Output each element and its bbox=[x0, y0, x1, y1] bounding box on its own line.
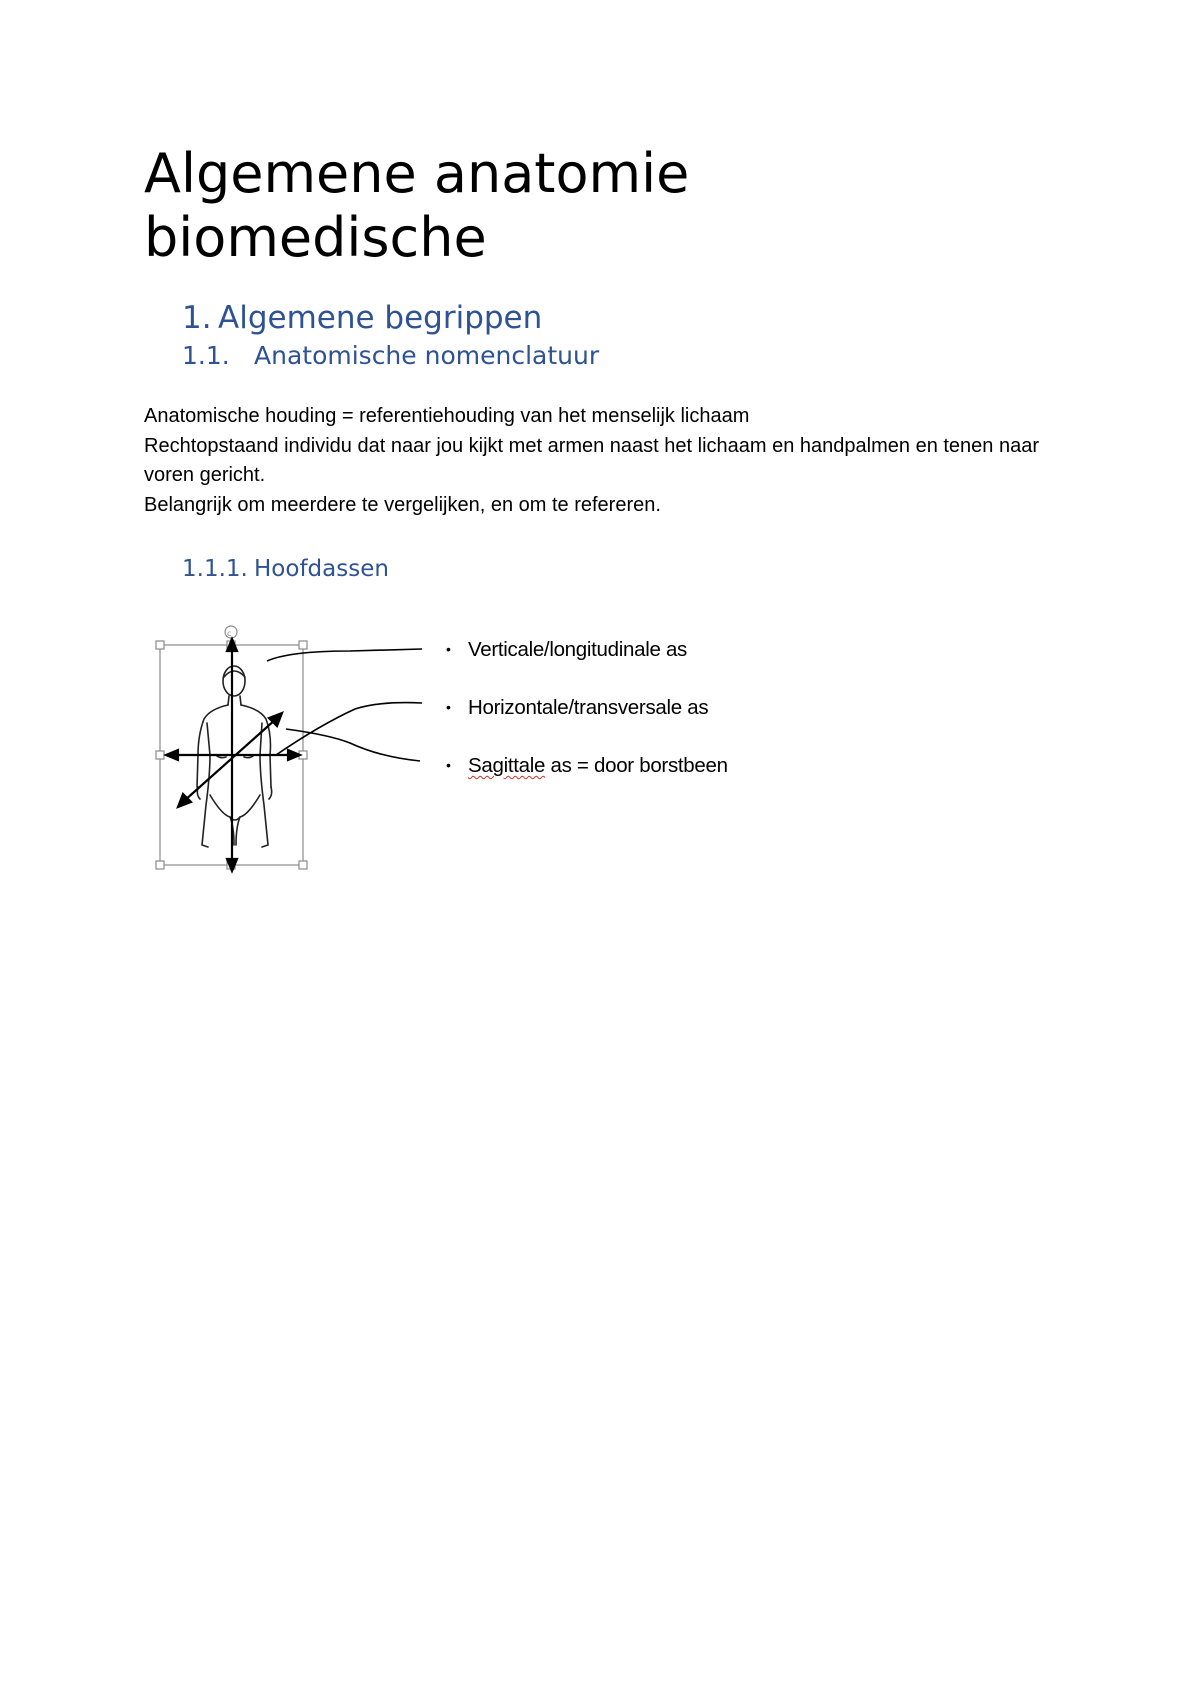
heading-1-1-1 bbox=[182, 554, 389, 584]
bullet-icon: • bbox=[446, 757, 451, 773]
document-title bbox=[144, 142, 1044, 270]
heading-1-text: Algemene begrippen bbox=[218, 300, 543, 336]
rotate-handle-icon[interactable]: c bbox=[227, 629, 232, 638]
label-sagittale-as: • Sagittale as = door borstbeen bbox=[446, 754, 728, 777]
bullet-icon: • bbox=[446, 699, 451, 715]
body-paragraphs bbox=[144, 402, 1064, 520]
paragraph-belangrijk: Belangrijk om meerdere te vergelijken, en om te refereren. bbox=[144, 493, 661, 516]
title-line-2: biomedische bbox=[144, 206, 487, 269]
bullet-icon: • bbox=[446, 641, 451, 657]
heading-1-1-1-number: 1.1.1. bbox=[182, 556, 248, 582]
paragraph-rechtopstaand: Rechtopstaand individu dat naar jou kijkt met armen naast het lichaam en handpalmen en tenen naar voren gericht. bbox=[144, 434, 1040, 486]
heading-1-1-number: 1.1. bbox=[182, 341, 230, 370]
paragraph-anatomische-houding: Anatomische houding = referentiehouding van het menselijk lichaam bbox=[144, 405, 750, 427]
heading-1-1 bbox=[182, 340, 599, 372]
title-line-1: Algemene anatomie bbox=[144, 142, 690, 205]
hoofdassen-figure bbox=[150, 605, 750, 875]
label-verticale-as: • Verticale/longitudinale as bbox=[446, 638, 687, 661]
leader-lines bbox=[267, 649, 422, 761]
spellcheck-word: Sagittale bbox=[468, 754, 546, 777]
heading-1-1-text: Anatomische nomenclatuur bbox=[254, 341, 600, 370]
heading-1-number: 1. bbox=[182, 300, 212, 336]
label-horizontale-as: • Horizontale/transversale as bbox=[446, 696, 709, 719]
heading-1-1-1-text: Hoofdassen bbox=[254, 556, 389, 582]
body-axes bbox=[166, 639, 300, 871]
heading-1 bbox=[182, 298, 542, 338]
